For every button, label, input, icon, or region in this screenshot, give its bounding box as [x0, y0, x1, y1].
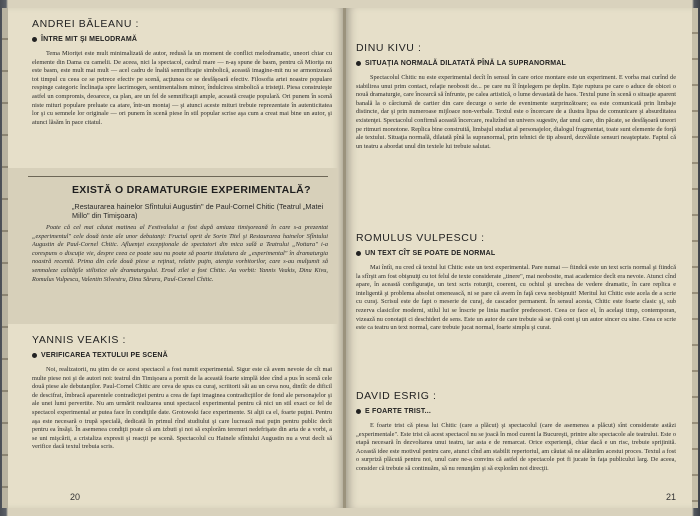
box-title: EXISTĂ O DRAMATURGIE EXPERIMENTALĂ? — [72, 184, 311, 196]
paragraph: Noi, realizatorii, nu ştim de ce acest spectacol a fost numit experimental. Sigur este că avem nevoie de cît mai multe piese noi şi de autori noi: teatrul din Timişoara a pornit de la această foarte simplă idee cînd a pus în scenă cele două piese ale debutanţilor. Paul-Cornel Chitic are ceva de spus cu curaj, scriitorii săi au un ceva nou, dintîi: de dificil de descifrat, îmbracă aparentele contradicţiei pentru a crea de fapt imaginea contradicţiilor de fond ale personajelor şi ale unei lumi pervertite. Nu am urmărit realizarea unui spectacol experimental pentru că nici un stil exact ce fel de spectacol experimental ar putea face în condiţiile date. Grotowski face experimente. Si alţii ca el, foarte puţini. Pentru aşa este necesară o trupă specială, dedicată în primul rînd studiului şi care lucrează mai puţin pentru public decît pentru ea însăşi. În asemenea condiţii poate că am izbuti şi noi să explorăm terenuri nedefrişate din arta de a vorbi, a se uni mişcării, a cristaliza expresii şi reacţii pe scenă. Spectacolul cu Hainele sfîntului Augustin nu a vrut decît să verifice dacă textul trebuia scris. — [32, 366, 332, 451]
vulpescu-text — [356, 264, 676, 372]
bullet-icon — [356, 409, 361, 414]
box-text — [32, 224, 328, 318]
subtitle-trist — [356, 408, 431, 415]
subtitle-text: UN TEXT CÎT SE POATE DE NORMAL — [365, 250, 496, 257]
page-number-left: 20 — [70, 492, 81, 502]
bullet-icon — [32, 353, 37, 358]
paragraph: Tema Mioriţei este mult minimalizată de autor, redusă la un moment de conflict melodramatic, uneori chiar cu elemente din Dama cu camelii. De aceea, nici la spectacol, cadrul mare — n-aş spune de basm, pentru că Mioriţa nu este basm, este mult mai mult — acel cadru de înaltă semnificaţie simbolică, această imagine-mit nu se armonizează tot timpul cu ceea ce se petrece efectiv pe scenă, acţiunea ce se desfăşoară efectiv. Filosofia artei noastre populare respinge categoric înclinaţia spre lacrimogen, sentimentalism minor, îndulcirea simbolică a tristeţii. Piesa construieşte astfel un compromis, deoarece, ca plan, are un fel de semnificaţii ample, această creaţie populară. Ori punem în scenă niste mituri populare preluate ca atare, într-un montaj — şi atunci aceste mituri trebuie reprezentate în autenticitatea lor şi cu semnele lor originale — ori punem în scenă piese în stil popular scrise aşa cum a creat mai bine un autor, şi atunci lăsăm în pace citatul. — [32, 50, 332, 126]
paragraph: Spectacolul Chitic nu este experimental decît în sensul în care orice montare este un experiment. E vorba mai curînd de stabilirea unui prim contact, relaţie neobosit de... pe care nu îl înţelegem pe deplin. Eşte ruptura pe care o aduce de obicei o nouă dramaturgie, care încearcă să înfrunte, pe calea artistică, o lume devastată de haos. Textul pune în scenă o situaţie aparent banală la o cârciumă de cartier din care decurge o serie de evenimente surprinzătoare; ea este comunicată prin limbaje distincte, dar şi prin numeroase mijloace non-verbale. Textul este o încercare de a ilustra lipsa de comunicare şi absurditatea existenţei. Spectacolul confirmă această încercare, realizînd un univers sugestiv, dar unul care, din păcate, se desfăşoară uneori pe ritmuri monotone. Replica bine construită, limbajul studiat al personajelor, dialogul fragmentat, toate sunt elemente de forţă ale textului. Situaţia normală, dilatată pînă la supranormal, prin tehnici de tip absurd, dezvăluie sensuri neaşteptate. Faptul că un teatru a abordat unul din textele lui trebuie salutat. — [356, 74, 676, 150]
subtitle-text: VERIFICAREA TEXTULUI PE SCENĂ — [41, 352, 168, 359]
subtitle-text: SITUAŢIA NORMALĂ DILATATĂ PÎNĂ LA SUPRANORMAL — [365, 60, 566, 67]
author-kivu: DINU KIVU : — [356, 42, 422, 54]
author-veakis: YANNIS VEAKIS : — [32, 334, 126, 346]
subtitle-text: ÎNTRE MIT ŞI MELODRAMĂ — [41, 36, 138, 43]
subtitle-text: E FOARTE TRIST... — [365, 408, 432, 415]
author-baleanu: ANDREI BĂLEANU : — [32, 18, 140, 30]
author-esrig: DAVID ESRIG : — [356, 390, 437, 402]
box-subtitle: „Restaurarea hainelor Sfîntului Augustin" de Paul-Cornel Chitic (Teatrul „Matei Millo" din Timişoara) — [72, 202, 324, 220]
bullet-icon — [356, 251, 361, 256]
kivu-text — [356, 74, 676, 214]
right-page — [346, 8, 692, 508]
subtitle-text-normal — [356, 250, 495, 257]
box-top-rule — [28, 176, 328, 177]
bullet-icon — [356, 61, 361, 66]
right-page-stack-edge — [692, 8, 698, 508]
veakis-text — [32, 366, 332, 486]
esrig-text — [356, 422, 676, 490]
paragraph: E foarte trist că piesa lui Chitic (care a plăcut) şi spectacolul (care de asemenea a plăcut) sînt considerate astăzi „experimentale". Este trist că acest spectacol nu se joacă în mod curent la Bucureşti, printre alte spectacole ale teatrului. Este o etapă necesară în dezvoltarea unui teatru, iar asta e de remarcat. Orice experienţă, chiar dacă e un risc, trebuie sprijinită. Această idee este motivul pentru care, atunci cînd am stabilit repertoriul, am căutat să ne alăturăm acestui proces. Textul a fost o surpriză plăcută pentru noi, unul care ne-a convins că astfel de spectacole pot fi jucate în faţa publicului larg. De aceea, consider că trebuie să continuăm, să nu renunţăm şi să explorăm noi direcţii. — [356, 422, 676, 472]
paragraph: Poate că cel mai căutat matineu al Festivalului a fost după amiaza timişoreană în care s-a prezentat „experimentul" cele două texte ale unor debutanţi: Fructul oprit de Sorin Titel şi Restaurarea hainelor Sfîntului Augustin de Paul-Cornel Chitic. Afluenţei excepţionale de spectatori din mica sală a Teatrului „Nottara" i-a corespuns o discuţie vie, despre ceea ce poate sau nu poate să poarte titulatura de „experimental" în dramaturgia noastră recentă. Prima din cele două piese a reţinut, relativ puţin, atenţia vorbitorilor, care s-au mulţumit să semnaleze calităţile stilistice ale dramaturgului. Eroul zilei a fost Chitic. Au vorbit: Yannis Veakis, Dinu Kivu, Romulus Vulpescu, Valentin Silvestru, Dinu Săraru, Paul-Cornel Chitic. — [32, 224, 328, 283]
baleanu-text — [32, 50, 332, 162]
paragraph: Mai întîi, nu cred că textul lui Chitic este un text experimental. Pare numai — fiindcă este un text scris normal şi fiindcă la sfîrşit am fost obişnuiţi cu tot felul de texte considerate „tinere", mai neobosite, mai academice decît era nevoie. Atunci cînd apare, în această configuraţie, un text scris rotunjit, coerent, cu ochiul şi urechea de vedere dramatic, în care replica e inteligentă şi problema absolut omenească, ni se pare că avem în faţă ceva neobişnuit! Meritul lui Chitic este acela de a scrie cu curaj. Scrisul este de fapt o meserie de curaj, de cascador permanent. În sensul acesta, Chitic este foarte clasic şi, sub rezerva clasicilor moderni, stilul lui se înscrie pe linia marilor predecesori. Ceea ce face el, în acelaşi timp, contemporan, vizează nu conotaţii ci deschideri de sens. Este un autor de care trebuie să se ţină cont şi un autor sincer cu sine. Ceea ce scrie este ca teatru un text normal, care trebuie jucat normal, foarte simplu şi curat. — [356, 264, 676, 332]
left-page — [8, 8, 344, 508]
subtitle-mit-melodrama — [32, 36, 137, 43]
subtitle-verificarea — [32, 352, 168, 359]
bullet-icon — [32, 37, 37, 42]
page-number-right: 21 — [666, 492, 677, 502]
subtitle-situatia — [356, 60, 566, 67]
author-vulpescu: ROMULUS VULPESCU : — [356, 232, 485, 244]
